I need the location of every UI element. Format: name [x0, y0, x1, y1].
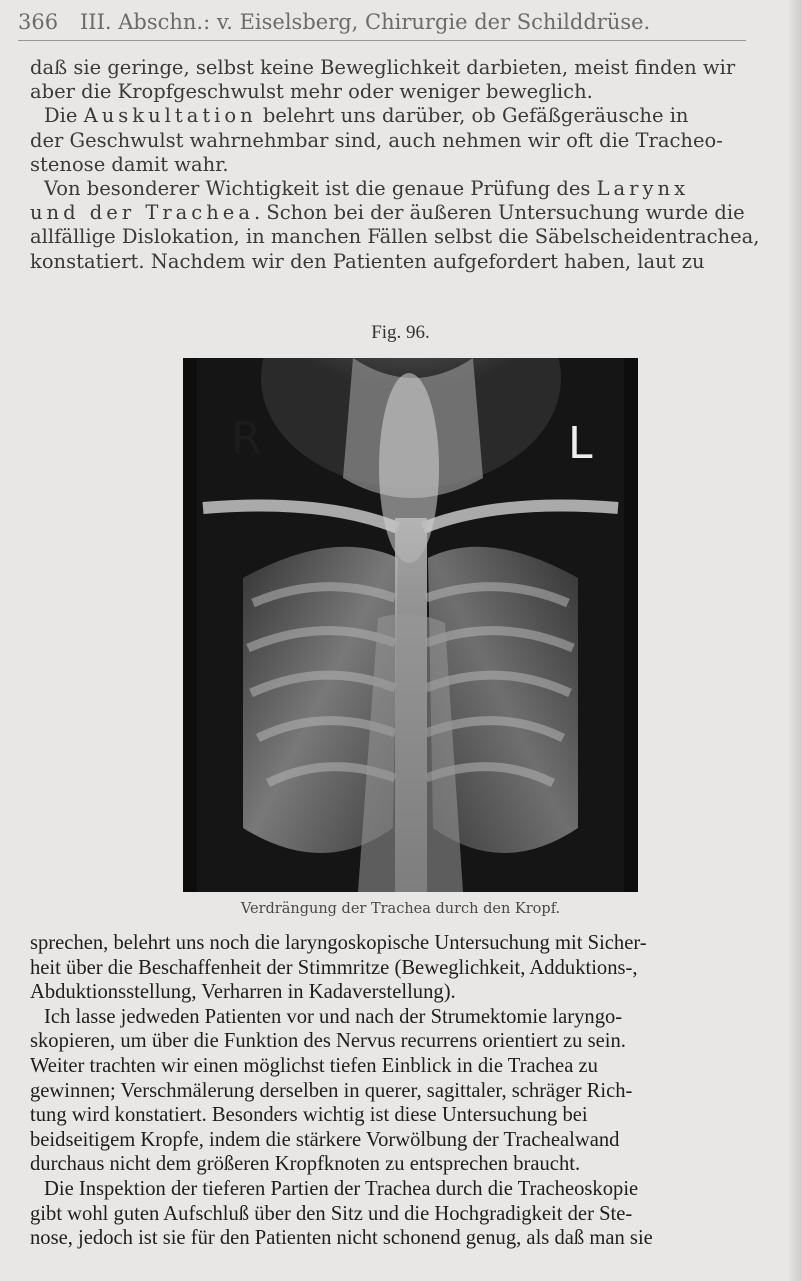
text-line: aber die Kropfgeschwulst mehr oder weniger beweglich.: [30, 80, 593, 104]
marker-r: R: [231, 413, 262, 464]
text-line: allfällige Dislokation, in manchen Fällen selbst die Säbelscheidentrachea,: [30, 225, 760, 249]
section-title: III. Abschn.: v. Eiselsberg, Chirurgie der Schilddrüse.: [80, 10, 651, 34]
running-head: [18, 10, 758, 44]
text-line: und der Trachea. Schon bei der äußeren Untersuchung wurde die: [30, 201, 745, 225]
text-line: stenose damit wahr.: [30, 152, 229, 176]
emphasis-trachea: und der Trachea: [30, 201, 254, 225]
text-line: Ich lasse jedweden Patienten vor und nach der Strumektomie laryngo-: [44, 1005, 623, 1028]
xray-image: [183, 358, 638, 892]
text-line: Die Auskultation belehrt uns darüber, ob Gefäßgeräusche in: [44, 104, 689, 128]
figure-caption: Verdrängung der Trachea durch den Kropf.: [240, 901, 561, 917]
text-line: beidseitigem Kropfe, indem die stärkere Vorwölbung der Trachealwand: [30, 1128, 620, 1151]
text-line: nose, jedoch ist sie für den Patienten nicht schonend genug, als daß man sie: [30, 1227, 653, 1250]
text-line: Von besonderer Wichtigkeit ist die genaue Prüfung des Larynx: [44, 177, 690, 201]
page-number: 366: [18, 10, 59, 34]
text-line: tung wird konstatiert. Besonders wichtig ist diese Untersuchung bei: [30, 1104, 588, 1127]
text-line: gibt wohl guten Aufschluß über den Sitz und die Hochgradigkeit der Ste-: [30, 1202, 633, 1225]
paragraph-auskultation: [30, 56, 760, 274]
emphasis-larynx: Larynx: [596, 177, 690, 201]
text-line: Weiter trachten wir einen möglichst tiefen Einblick in die Trachea zu: [30, 1054, 598, 1077]
header-rule: [18, 40, 746, 41]
text-line: konstatiert. Nachdem wir den Patienten aufgefordert haben, laut zu: [30, 249, 705, 273]
page-edge: [787, 0, 801, 1281]
text-line: sprechen, belehrt uns noch die laryngoskopische Untersuchung mit Sicher-: [30, 932, 647, 954]
text-line: Abduktionsstellung, Verharren in Kadaverstellung).: [30, 981, 456, 1004]
figure-label: Fig. 96.: [371, 322, 430, 343]
marker-l: L: [568, 418, 593, 469]
text-line: Die Inspektion der tieferen Partien der Trachea durch die Tracheoskopie: [44, 1177, 639, 1200]
text-line: skopieren, um über die Funktion des Nervus recurrens orientiert zu sein.: [30, 1030, 626, 1053]
text-line: gewinnen; Verschmälerung derselben in querer, sagittaler, schräger Rich-: [30, 1079, 633, 1102]
text-line: durchaus nicht dem größeren Kropfknoten zu entsprechen braucht.: [30, 1153, 581, 1176]
paragraph-laryngoskopie: [30, 931, 760, 1251]
text-line: heit über die Beschaffenheit der Stimmritze (Beweglichkeit, Adduktions-,: [30, 956, 638, 979]
text-line: der Geschwulst wahrnehmbar sind, auch nehmen wir oft die Tracheo-: [30, 128, 723, 152]
emphasis-auskultation: Auskultation: [83, 104, 257, 128]
text-line: daß sie geringe, selbst keine Beweglichkeit darbieten, meist finden wir: [30, 56, 736, 79]
